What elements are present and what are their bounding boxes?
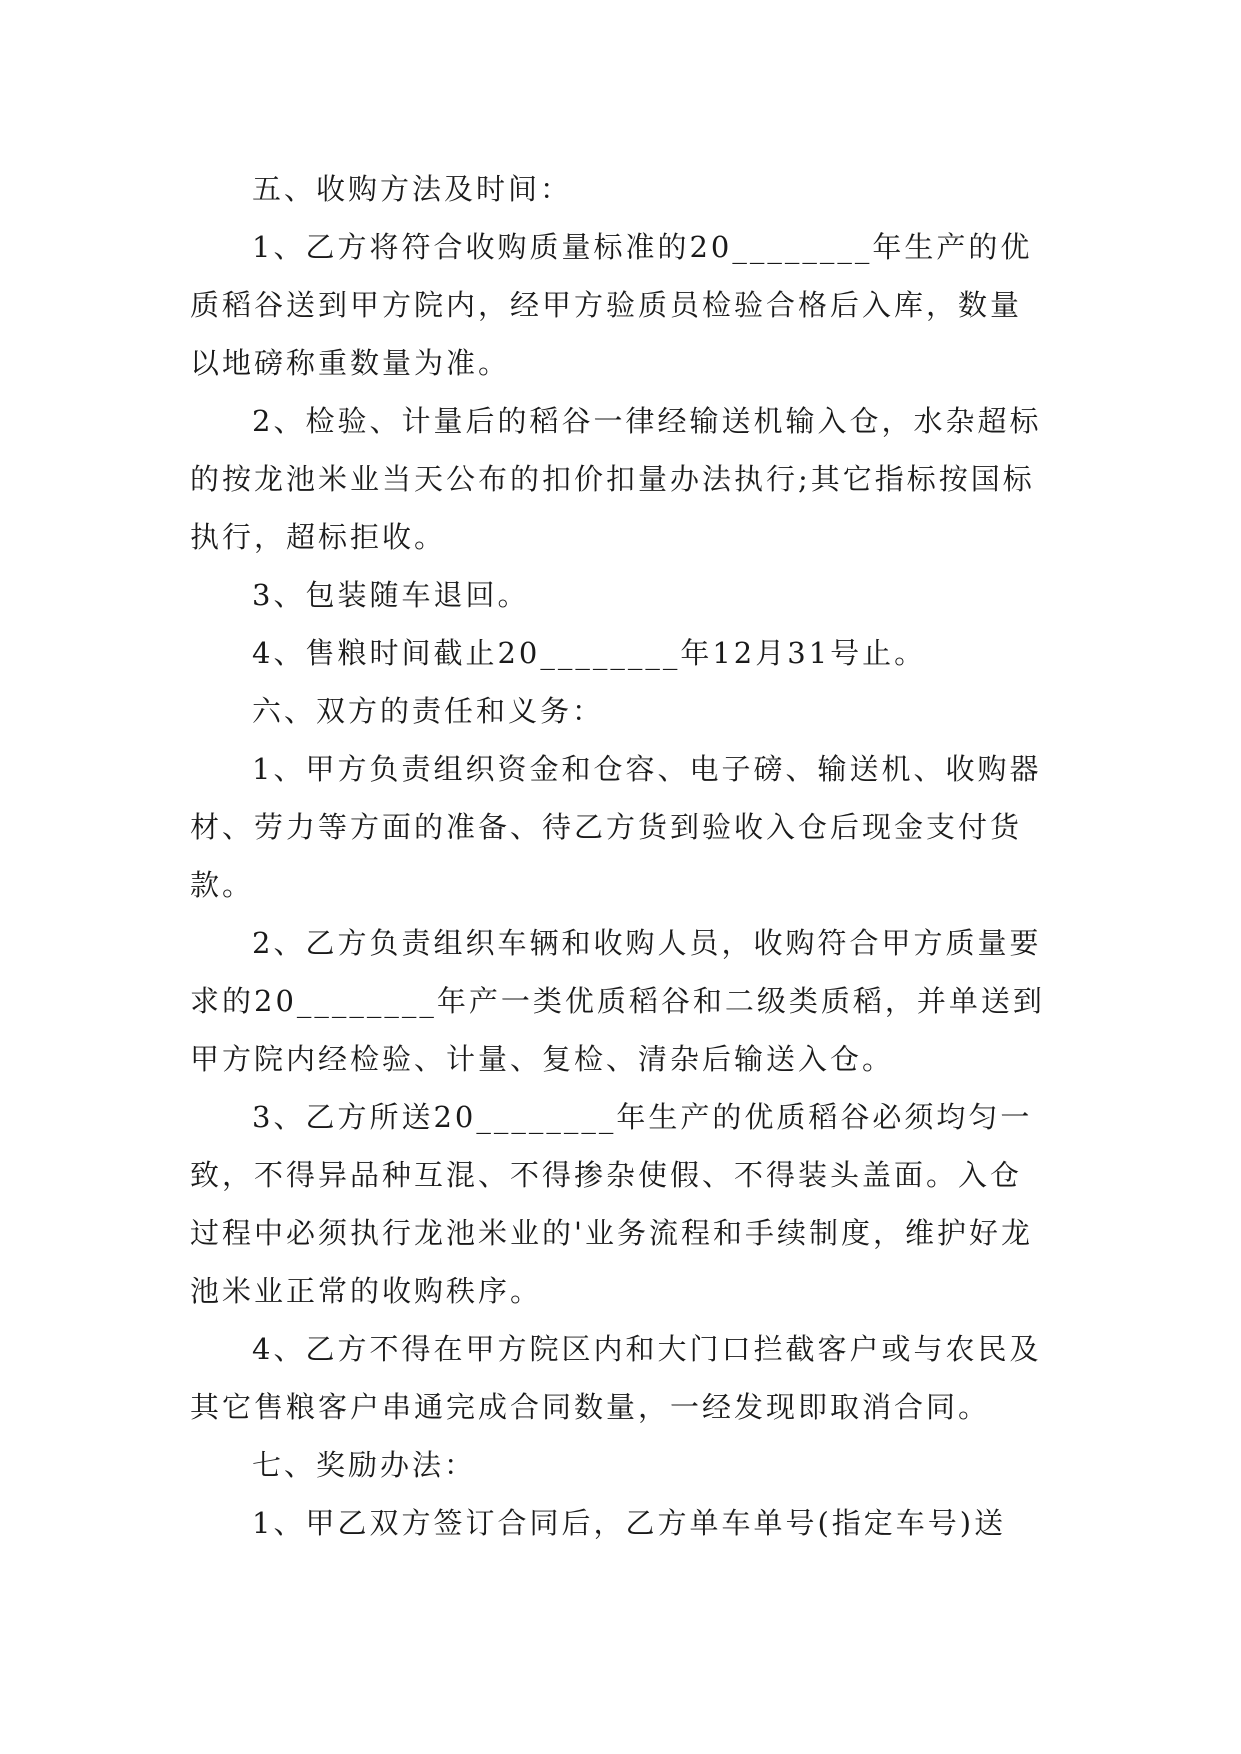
clause-5-1: 1、乙方将符合收购质量标准的20________年生产的优质稻谷送到甲方院内，经甲方验质员检验合格后入库，数量以地磅称重数量为准。 — [190, 230, 1033, 380]
section-heading-7: 七、奖励办法： — [252, 1448, 477, 1482]
clause-6-4: 4、乙方不得在甲方院区内和大门口拦截客户或与农民及其它售粮客户串通完成合同数量，一经发现即取消合同。 — [190, 1332, 1042, 1424]
clause-5-3: 3、包装随车退回。 — [252, 578, 530, 612]
clause-6-1: 1、甲方负责组织资金和仓容、电子磅、输送机、收购器材、劳力等方面的准备、待乙方货到验收入仓后现金支付货款。 — [190, 752, 1042, 902]
clause-6-3: 3、乙方所送20________年生产的优质稻谷必须均匀一致，不得异品种互混、不得掺杂使假、不得装头盖面。入仓过程中必须执行龙池米业的'业务流程和手续制度，维护好龙池米业正常的收购秩序。 — [190, 1100, 1033, 1308]
section-heading-5: 五、收购方法及时间： — [252, 172, 573, 206]
clause-5-4: 4、售粮时间截止20________年12月31号止。 — [252, 636, 927, 670]
clause-6-2: 2、乙方负责组织车辆和收购人员，收购符合甲方质量要求的20________年产一类优质稻谷和二级类质稻，并单送到甲方院内经检验、计量、复检、清杂后输送入仓。 — [190, 926, 1045, 1076]
section-heading-6: 六、双方的责任和义务： — [252, 694, 605, 728]
clause-7-1: 1、甲乙双方签订合同后，乙方单车单号(指定车号)送 — [252, 1506, 1007, 1540]
clause-5-2: 2、检验、计量后的稻谷一律经输送机输入仓，水杂超标的按龙池米业当天公布的扣价扣量办法执行;其它指标按国标执行，超标拒收。 — [190, 404, 1042, 554]
document-page — [190, 160, 1050, 1552]
